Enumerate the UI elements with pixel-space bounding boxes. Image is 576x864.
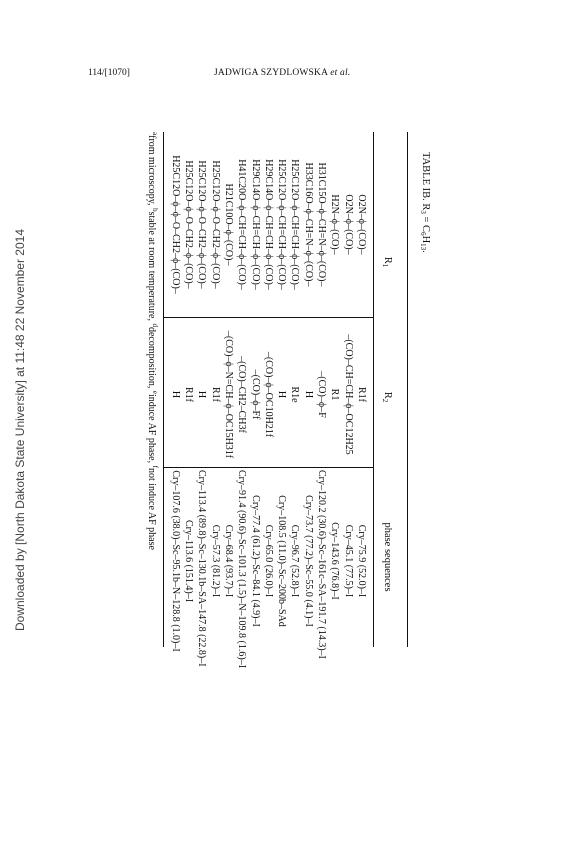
table-cell-phase: Cry–107.6 (38.0)–Sc–95.1b–N–128.8 (1.0)–I [169, 470, 181, 652]
table-cell-phase: Cry–65.0 (26.0)–I [262, 524, 274, 598]
table-cell-r1: H41C20O–ϕ–CH=CH–ϕ–(CO)– [236, 159, 248, 290]
table-cell-r1: O2N–ϕ–(CO)– [356, 194, 367, 255]
table-cell-phase: Cry–96.7 (52.8)–I [289, 524, 301, 598]
table-cell-r1: H29C14O–ϕ–CH=CH–ϕ–(CO)– [262, 159, 274, 290]
table-cell-r2: R1f [209, 387, 221, 402]
table-cell-r1: H33C16O–ϕ–CH=N–ϕ–(CO)– [302, 162, 314, 287]
table-footnote: $^a$from microscopy, $^b$stable at room temperature, $^d$decomposition, $^e$induce AF phase, $^f$not induce AF phase [146, 132, 159, 550]
table-cell-r1: H25C12O–ϕ–CH=CH–ϕ–(CO)– [289, 159, 301, 290]
table-cell-r2: H [196, 390, 208, 399]
table-cell-phase: Cry–108.5 (11.0)–Sc–200b–SAd [276, 495, 288, 627]
table-top-rule [407, 132, 408, 647]
page-number: 114/[1070] [88, 68, 130, 78]
table-cell-r2: H [169, 390, 181, 399]
table-cell-r1: H25C12O–ϕ–O–CH2–ϕ–(CO)– [183, 160, 195, 289]
column-header-r1: $R_1$ [381, 256, 393, 268]
table-cell-phase: Cry–113.6 (151.4)–I [183, 519, 195, 603]
table-cell-r2: H [302, 390, 314, 399]
table-cell-r1: O2N–ϕ–(CO)– [342, 194, 354, 255]
column-header-r2: $R_2$ [381, 391, 393, 403]
column-divider-1 [164, 317, 374, 318]
column-header-phase: phase sequences [382, 522, 393, 592]
download-note [12, 200, 28, 660]
page-header [88, 68, 488, 82]
running-title-etal: et al. [330, 68, 351, 78]
table-cell-phase: Cry–57.3 (81.2)–I [209, 524, 221, 598]
table-cell-phase: Cry–91.4 (90.6)–Sc–101.3 (1.5)–N–109.8 (1.6)–I [236, 470, 248, 669]
table-cell-r1: H25C12O–ϕ–O–CH2–ϕ–(CO)– [196, 160, 208, 289]
table-cell-r1: H29C14O–ϕ–CH=CH–ϕ–(CO)– [249, 159, 261, 290]
table-cell-r1: H31C15O–ϕ–CH=N–ϕ–(CO)– [316, 162, 328, 287]
table-header-rule [373, 132, 374, 647]
table-cell-phase: Cry–113.4 (89.8)–Sc–130.1b–SA–147.8 (22.8)–I [196, 470, 208, 667]
table-cell-r2: –(CO)–CH=CH–ϕ–OC12H25 [342, 334, 354, 455]
table-cell-r1: H21C10O–ϕ–(CO)– [223, 183, 234, 266]
running-title: JADWIGA SZYDLOWSKA et al. [214, 68, 351, 78]
table-bottom-rule [163, 132, 164, 647]
rotated-table-block [144, 132, 436, 669]
table-cell-phase: Cry–68.4 (93.7)–I [223, 524, 234, 598]
table-cell-r2: –(CO)–ϕ–OC10H21f [262, 351, 274, 438]
table-cell-r2: –(CO)–ϕ–N=CH–ϕ–OC15H31f [223, 330, 234, 459]
table-cell-r1: H25C12O–ϕ–O–CH2–ϕ–(CO)– [209, 160, 221, 289]
table-cell-phase: Cry–77.4 (61.2)–Sc–84.1 (4.9)–I [249, 495, 261, 627]
table-cell-r2: R1f [356, 387, 367, 402]
table-cell-r2: R1e [289, 386, 301, 403]
table-cell-r2: –(CO)–CH2–CH3f [236, 356, 248, 433]
table-cell-r2: –(CO)–ϕ–F [316, 371, 328, 418]
table-cell-r2: –(CO)–ϕ–Ff [249, 369, 261, 420]
table-cell-phase: Cry–75.9 (52.0)–I [356, 524, 367, 598]
table-title: TABLE IB. $R_3 = C_6H_{13}$. [419, 152, 431, 253]
table-cell-r2: R1f [183, 387, 195, 402]
table-cell-phase: Cry–73.7 (77.2)–Sc–55.0 (4.1)–I [302, 495, 314, 627]
column-divider-2 [164, 467, 374, 468]
table-cell-r1: H25C12O–ϕ–ϕ–O–CH2–ϕ–(CO)– [169, 155, 181, 294]
table-cell-r2: R1 [329, 388, 341, 401]
table-cell-r1: H25C12O–ϕ–CH=CH–ϕ–(CO)– [276, 159, 288, 290]
table-cell-phase: Cry–143.6 (76.8)–I [329, 522, 341, 600]
table-cell-r2: H [276, 390, 288, 399]
table-cell-r1: H2N–ϕ–(CO)– [329, 194, 341, 255]
table-cell-phase: Cry–120.2 (30.6)–Sc–161c–SA–191.7 (14.3)–I [316, 470, 328, 659]
table-cell-phase: Cry–45.1 (77.5)–I [342, 524, 354, 598]
download-note-text: Downloaded by [North Dakota State University] at 11:48 22 November 2014 [13, 229, 27, 631]
